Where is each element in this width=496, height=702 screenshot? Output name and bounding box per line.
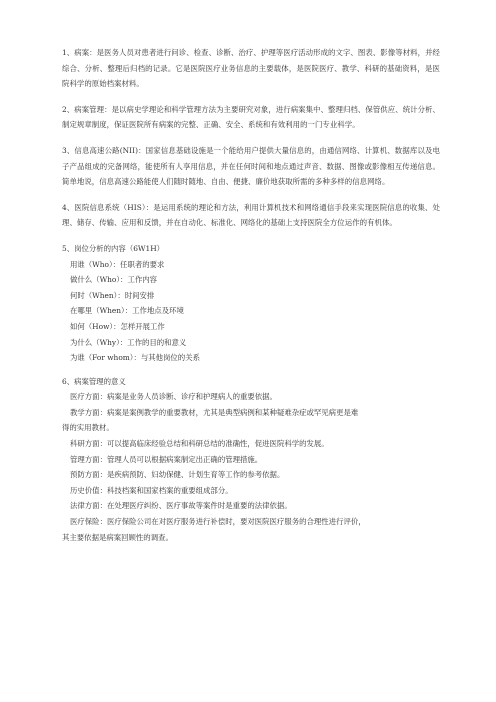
list-item: 医疗保险：医疗保险公司在对医疗服务进行补偿时，要对医院医疗服务的合理性进行评价， — [70, 517, 366, 527]
list-item: 历史价值：科技档案和国家档案的重要组成部分。 — [70, 485, 233, 495]
section-title: 5、岗位分析的内容（6W1H） — [62, 243, 165, 253]
list-item: 其主要依据是病案回顾性的调查。 — [62, 532, 173, 542]
list-item: 法律方面：在处理医疗纠纷、医疗事故等案件时是重要的法律依据。 — [70, 501, 292, 511]
list-item: 如何（How）：怎样开展工作 — [70, 321, 165, 331]
list-item: 管理方面：管理人员可以根据病案制定出正确的管理措施。 — [70, 454, 263, 464]
list-item: 为谁（For whom）：与其他岗位的关系 — [70, 353, 200, 363]
list-item: 医疗方面：病案是业务人员诊断、诊疗和护理病人的重要依据。 — [70, 392, 277, 402]
section-title: 6、病案管理的意义 — [62, 376, 126, 386]
list-item: 在哪里（When）：工作地点及环境 — [70, 306, 184, 316]
paragraph-nii: 3、信息高速公路(NII)：国家信息基础设施是一个能给用户提供大量信息的，由通信网络、计算机、数据库以及电子产品组成的完备网络，能使所有人享用信息，并在任何时间和地点通过声音、数据、图像或影像相互传递信息。简单地说，信息高速公路能使人们随时随地、自由、便捷、廉价地获取所需的多种多样的信息网络。 — [62, 145, 440, 187]
list-item: 得的实用教材。 — [62, 423, 114, 433]
paragraph-medical-record: 1、病案：是医务人员对患者进行问诊、检查、诊断、治疗、护理等医疗活动形成的文字、图表、影像等材料，并经综合、分析、整理后归档的记录。它是医院医疗业务信息的主要载体，是医院医疗、教学、科研的基础资料，是医院科学的原始档案材料。 — [62, 48, 440, 89]
list-item: 预防方面：是疾病预防、妇幼保健、计划生育等工作的参考依据。 — [70, 470, 285, 480]
section-significance — [62, 374, 440, 546]
section-job-analysis — [62, 241, 440, 366]
list-item: 何时（When）：时间安排 — [70, 290, 155, 300]
list-item: 用谁（Who）：任职者的要求 — [70, 259, 165, 269]
paragraph-record-management: 2、病案管理：是以病史学理论和科学管理方法为主要研究对象，进行病案集中、整理归档、保管供应、统计分析、制定规章制度，保证医院所有病案的完整、正确、安全、系统和有效利用的一门专业科学。 — [62, 104, 440, 130]
list-item: 为什么（Why）：工作的目的和意义 — [70, 337, 187, 347]
document-page — [62, 45, 440, 545]
paragraph-his: 4、医院信息系统（HIS）：是运用系统的理论和方法，利用计算机技术和网络通信手段来实现医院信息的收集、处理、储存、传输、应用和反馈，并在自动化、标准化、网络化的基础上支持医院全方位运作的有机体。 — [62, 202, 440, 228]
list-item: 科研方面：可以提高临床经验总结和科研总结的准确性，促进医院科学的发展。 — [70, 439, 329, 449]
list-item: 教学方面：病案是案例教学的重要教材，尤其是典型病例和某种疑难杂症或罕见病更是难 — [70, 407, 359, 417]
list-item: 做什么（Who）：工作内容 — [70, 275, 158, 285]
